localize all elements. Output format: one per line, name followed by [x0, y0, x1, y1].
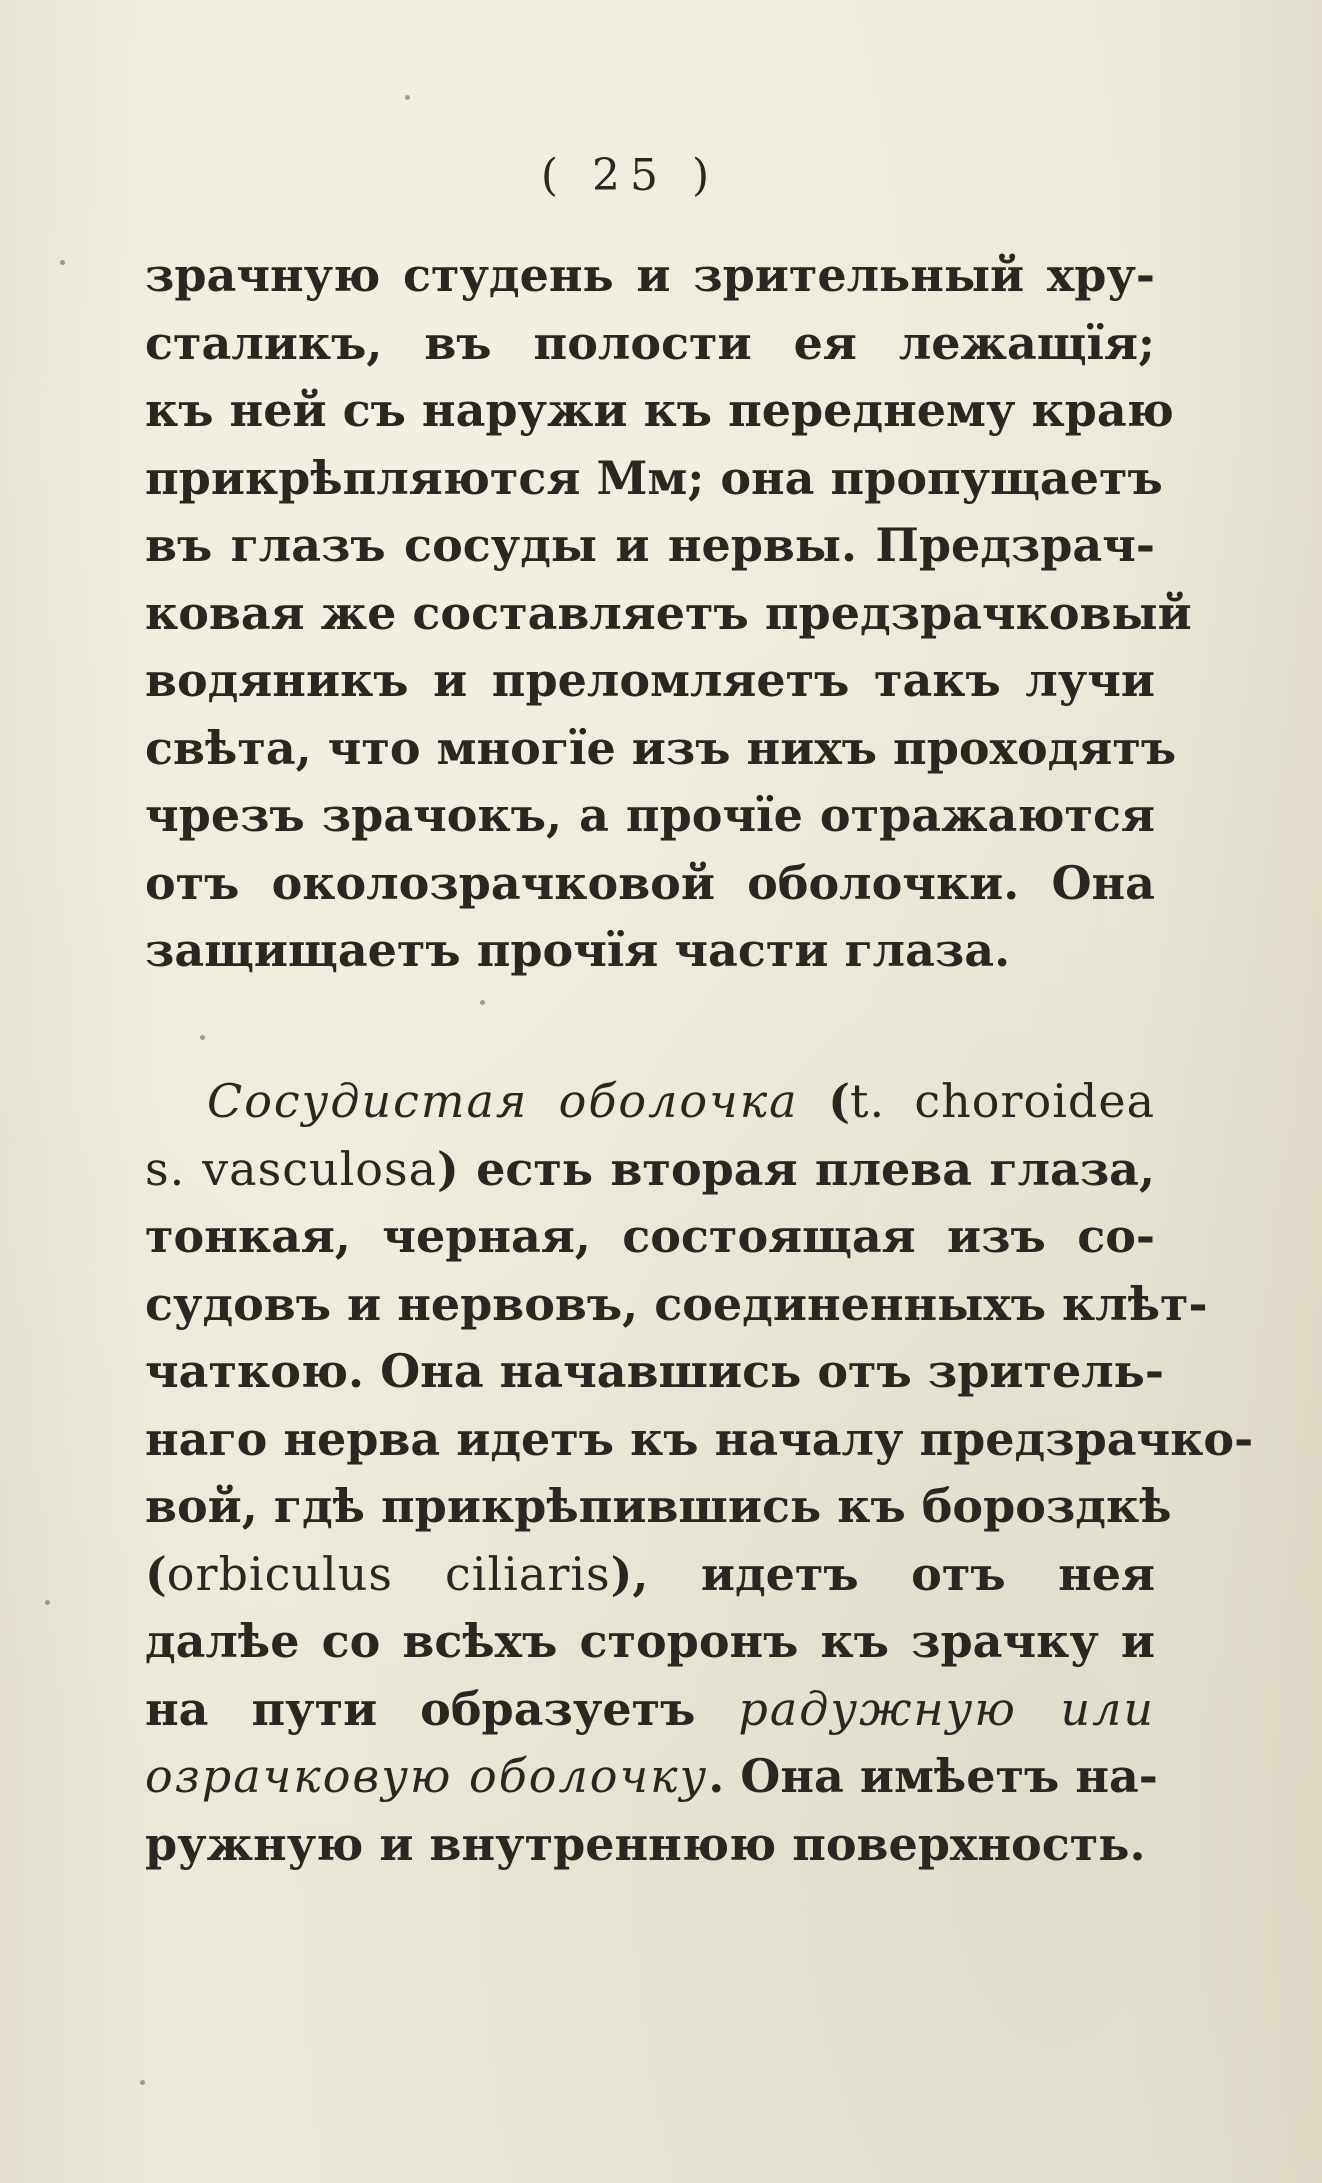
text-run: вой, гдѣ прикрѣпившись къ бороздкѣ [145, 1479, 1172, 1533]
paper-speck [45, 1600, 50, 1605]
italic-term: озрачковую оболочку [145, 1749, 709, 1803]
text-line [145, 782, 1155, 850]
text-run: наго нерва идетъ къ началу предзрачко- [145, 1411, 1254, 1466]
text-line [145, 647, 1155, 715]
text-line [145, 445, 1163, 513]
paper-speck [200, 1035, 205, 1040]
text-run: сталикъ, въ полости ея лежащїя; [145, 315, 1155, 370]
text-run: въ глазъ сосуды и нервы. Предзрач- [145, 518, 1155, 572]
text-line [145, 1203, 1155, 1271]
text-line [145, 1473, 1172, 1541]
text-run: ), идетъ отъ нея [610, 1546, 1155, 1601]
text-line [145, 1068, 1155, 1136]
text-run: ( [145, 1546, 167, 1601]
text-line [145, 1406, 1254, 1474]
text-line [145, 715, 1177, 783]
text-run: водяникъ и преломляетъ такъ лучи [145, 653, 1155, 707]
text-line [145, 1338, 1164, 1406]
text-line [145, 1136, 1155, 1204]
text-run: отъ околозрачковой оболочки. Она [145, 855, 1155, 910]
page-number: ( 25 ) [540, 150, 720, 201]
italic-term: радужную или [738, 1681, 1155, 1736]
text-run: чрезъ зрачокъ, а прочїе отражаются [145, 788, 1155, 842]
text-run: свѣта, что многїе изъ нихъ проходятъ [145, 720, 1177, 775]
text-run: судовъ и нервовъ, соединенныхъ клѣт- [145, 1276, 1208, 1331]
text-line [145, 310, 1155, 378]
text-line [145, 580, 1192, 648]
text-line [145, 512, 1155, 580]
italic-term: Сосудистая оболочка [207, 1074, 799, 1128]
text-run: . Она имѣетъ на- [708, 1749, 1158, 1803]
paper-speck [405, 95, 410, 100]
text-line [145, 1608, 1155, 1676]
paragraph-2 [145, 1068, 1254, 1878]
text-line [145, 377, 1174, 445]
text-line [145, 1743, 1158, 1811]
latin-term: orbiculus ciliaris [166, 1546, 611, 1601]
paper-speck [480, 1000, 485, 1005]
text-run: ковая же составляетъ предзрачковый [145, 585, 1192, 640]
text-run: на пути образуетъ [145, 1681, 739, 1736]
text-run: ружную и внутреннюю поверхность. [145, 1816, 1146, 1871]
text-line [145, 1271, 1208, 1339]
text-line [145, 1676, 1155, 1744]
paper-speck [60, 260, 65, 265]
text-line [145, 1541, 1155, 1609]
latin-term: t. choroidea [850, 1074, 1155, 1128]
paper-speck [140, 2080, 145, 2085]
latin-term: s. vasculosa [145, 1141, 438, 1196]
text-run: ( [798, 1074, 851, 1128]
text-run: тонкая, черная, состоящая изъ со- [145, 1209, 1155, 1263]
text-run: прикрѣпляются Мм; она пропущаетъ [145, 450, 1163, 505]
text-line [145, 1811, 1155, 1879]
text-run: чаткою. Она начавшись отъ зритель- [145, 1344, 1164, 1398]
text-line [145, 850, 1155, 918]
text-run: далѣе со всѣхъ сторонъ къ зрачку и [145, 1614, 1155, 1668]
text-run: ) есть вторая плева глаза, [437, 1141, 1155, 1196]
text-run: защищаетъ прочїя части глаза. [145, 923, 1011, 977]
text-line [145, 242, 1155, 310]
text-line [145, 917, 1155, 985]
text-run: зрачную студень и зрительный хру- [145, 248, 1155, 302]
text-run: къ ней съ наружи къ переднему краю [145, 383, 1174, 437]
paragraph-1 [145, 242, 1192, 985]
